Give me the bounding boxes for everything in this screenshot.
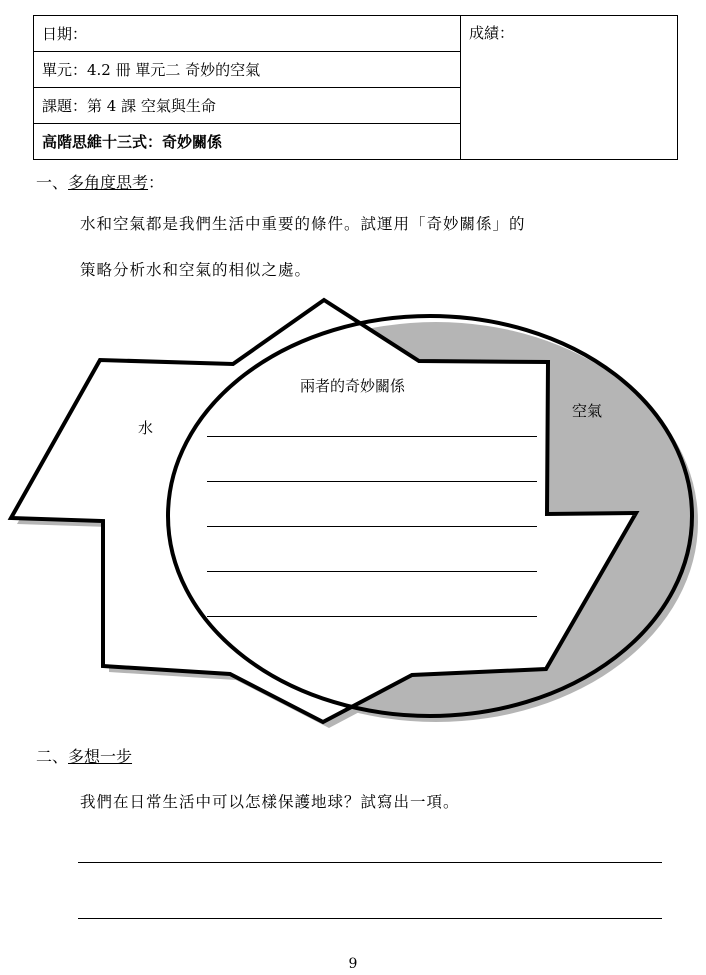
section-2-number: 二、 xyxy=(36,747,69,766)
section-2-question: 我們在日常生活中可以怎樣保護地球？試寫出一項。 xyxy=(80,793,460,811)
section-1-number: 一、 xyxy=(36,173,69,192)
section-1-title: 多角度思考 xyxy=(68,173,149,192)
answer-line xyxy=(207,571,537,572)
answer-line xyxy=(207,616,537,617)
answer-line xyxy=(207,526,537,527)
answer-line xyxy=(78,862,662,863)
section-1-heading xyxy=(36,170,164,193)
section-1-instruction-line-1: 水和空氣都是我們生活中重要的條件。試運用「奇妙關係」的 xyxy=(80,215,526,233)
answer-line xyxy=(207,481,537,482)
venn-diagram xyxy=(0,290,706,730)
topic-field: 課題：第 4 課 空氣與生命 xyxy=(34,88,461,124)
answer-line xyxy=(78,918,662,919)
section-2-title: 多想一步 xyxy=(68,747,133,766)
answer-line xyxy=(207,436,537,437)
star-shape xyxy=(11,300,636,722)
center-label: 兩者的奇妙關係 xyxy=(300,377,406,395)
score-field: 成績： xyxy=(461,16,678,160)
date-field: 日期： xyxy=(34,16,461,52)
diagram-shapes xyxy=(0,290,706,730)
section-1-colon: ： xyxy=(148,173,165,192)
water-label: 水 xyxy=(138,419,154,437)
section-2-heading xyxy=(36,744,132,767)
thinking-method-field: 高階思維十三式：奇妙關係 xyxy=(34,124,461,160)
page-number: 9 xyxy=(348,956,358,972)
section-1-instruction-line-2: 策略分析水和空氣的相似之處。 xyxy=(80,261,312,279)
info-table xyxy=(33,15,678,160)
unit-field: 單元：4.2 冊 單元二 奇妙的空氣 xyxy=(34,52,461,88)
air-label: 空氣 xyxy=(572,402,603,420)
